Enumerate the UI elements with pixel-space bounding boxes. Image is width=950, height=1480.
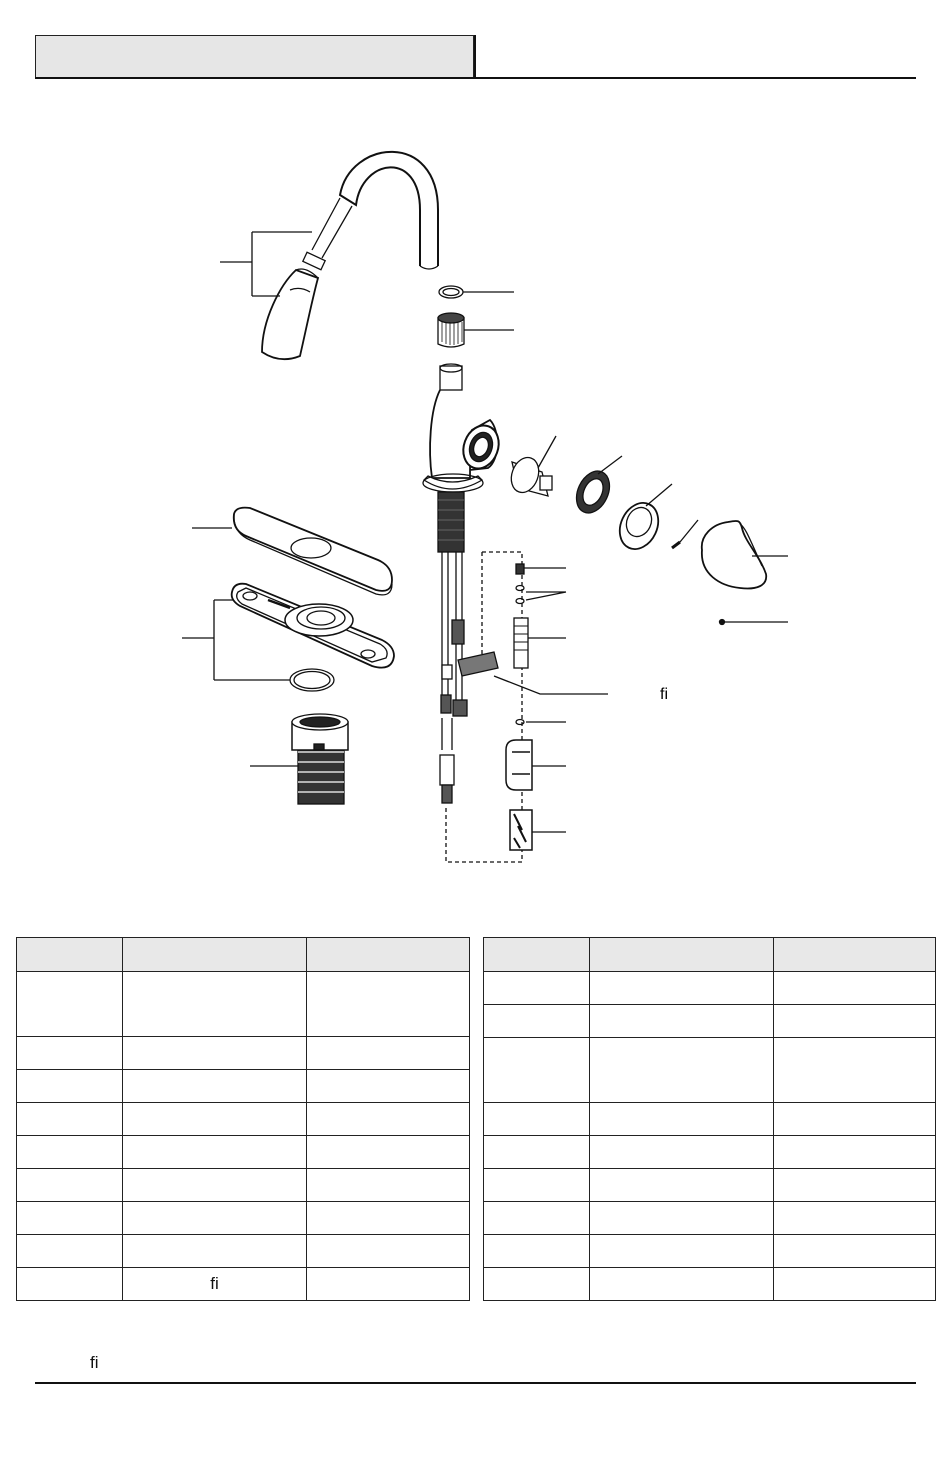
table-row [17, 1169, 470, 1202]
cell [123, 1037, 307, 1070]
header-cell [17, 938, 123, 972]
cell [774, 1005, 936, 1038]
cell [484, 1103, 590, 1136]
cell [307, 1235, 470, 1268]
parts-table-left [16, 937, 470, 1301]
cell [307, 1070, 470, 1103]
cell [590, 1235, 774, 1268]
table-row [17, 1037, 470, 1070]
spout [340, 152, 438, 266]
parts-table-right [483, 937, 936, 1301]
cell [590, 1268, 774, 1301]
cell [17, 1070, 123, 1103]
cell [307, 1268, 470, 1301]
cell [484, 1268, 590, 1301]
spray-nut [303, 252, 325, 270]
table-row [484, 1103, 936, 1136]
cell [17, 1103, 123, 1136]
washer-3 [516, 720, 524, 725]
cell [123, 1103, 307, 1136]
cell [774, 1202, 936, 1235]
table-row [484, 1038, 936, 1103]
header-cell [774, 938, 936, 972]
table-row [484, 972, 936, 1005]
set-screw [672, 542, 680, 548]
table-row [17, 1070, 470, 1103]
table-header-row [484, 938, 936, 972]
hose-weight-body [506, 740, 532, 790]
cell [123, 1235, 307, 1268]
cell [17, 1037, 123, 1070]
cell [307, 972, 470, 1037]
cell [307, 1202, 470, 1235]
table-header-row [17, 938, 470, 972]
cell [123, 1070, 307, 1103]
cell [484, 1235, 590, 1268]
footer-rule [35, 1382, 916, 1384]
cell [123, 972, 307, 1037]
hose-clip [516, 564, 524, 574]
header-cell [590, 938, 774, 972]
cell [484, 1169, 590, 1202]
cell [307, 1037, 470, 1070]
table-row [17, 1202, 470, 1235]
mounting-o-ring [290, 669, 334, 691]
table-row [484, 1202, 936, 1235]
cell [123, 1169, 307, 1202]
table-row [484, 1268, 936, 1301]
table-row [484, 1005, 936, 1038]
header-cell [307, 938, 470, 972]
cell [123, 1202, 307, 1235]
cell: fi [123, 1268, 307, 1301]
header-cell [484, 938, 590, 972]
cell [17, 1202, 123, 1235]
faucet-body-top [440, 366, 462, 390]
cell [590, 972, 774, 1005]
cell [590, 1136, 774, 1169]
table-row [17, 1103, 470, 1136]
cell [123, 1136, 307, 1169]
cell [590, 1103, 774, 1136]
cell [307, 1103, 470, 1136]
spray-head [262, 270, 318, 359]
cell [774, 1169, 936, 1202]
cell [17, 1268, 123, 1301]
cell [307, 1136, 470, 1169]
cell [774, 1268, 936, 1301]
cell [484, 1005, 590, 1038]
hose-connector-note: fi [660, 686, 668, 703]
table-row [17, 972, 470, 1037]
cell [484, 1038, 590, 1103]
cell [484, 1136, 590, 1169]
cell [774, 972, 936, 1005]
handle-cap-base [613, 497, 666, 556]
cell [17, 1235, 123, 1268]
cell [484, 1202, 590, 1235]
table-row [17, 1268, 470, 1301]
table-row [17, 1136, 470, 1169]
cell [590, 1202, 774, 1235]
cell [17, 972, 123, 1037]
header-divider [474, 35, 476, 79]
cell [774, 1235, 936, 1268]
cell [590, 1169, 774, 1202]
table-row [17, 1235, 470, 1268]
threaded-shank [438, 492, 464, 552]
table-row [484, 1136, 936, 1169]
cell [307, 1169, 470, 1202]
cell [590, 1038, 774, 1103]
header-rule [35, 77, 916, 79]
table-row [484, 1235, 936, 1268]
faucet-exploded-diagram [0, 90, 950, 880]
header-cell [123, 938, 307, 972]
cell [774, 1103, 936, 1136]
washer-1 [516, 586, 524, 591]
table-row [484, 1169, 936, 1202]
footnote: fi [90, 1353, 99, 1372]
cell [774, 1038, 936, 1103]
cell [484, 972, 590, 1005]
header-title-box [35, 35, 474, 77]
hose-weight [458, 652, 498, 676]
cell [590, 1005, 774, 1038]
cell [17, 1136, 123, 1169]
cell [774, 1136, 936, 1169]
cell [17, 1169, 123, 1202]
spray-hose [312, 198, 352, 258]
washer-2 [516, 599, 524, 604]
deck-plate [234, 508, 392, 591]
